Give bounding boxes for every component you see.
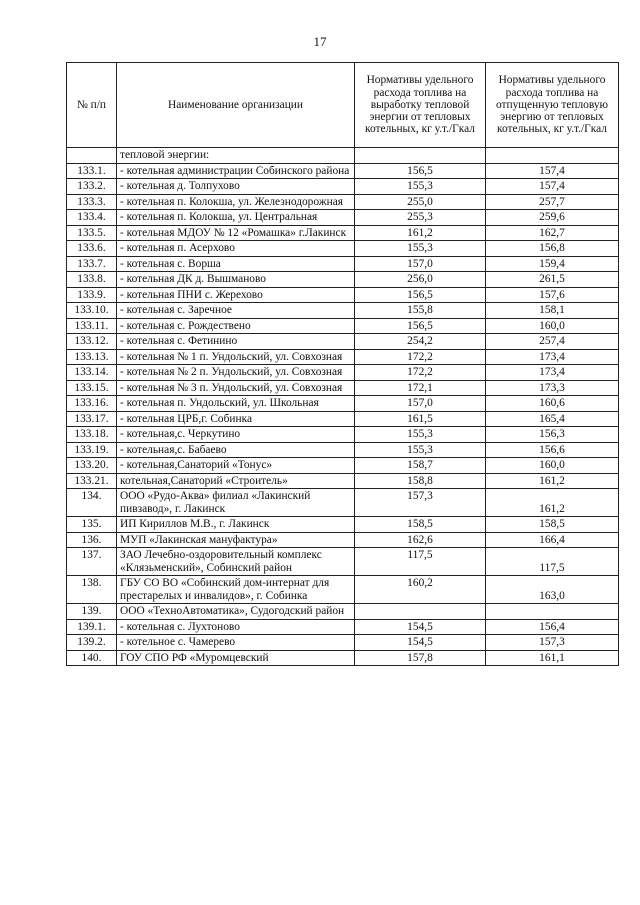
- row-production-norm: 162,6: [355, 532, 486, 548]
- row-organization: - котельная д. Толпухово: [117, 179, 355, 195]
- row-number: 135.: [67, 517, 117, 533]
- row-number: 133.9.: [67, 287, 117, 303]
- table-row: [67, 532, 619, 548]
- table-row: [67, 148, 619, 164]
- table-row: [67, 619, 619, 635]
- table-row: [67, 548, 619, 576]
- row-supply-norm: 173,4: [486, 365, 619, 381]
- row-number: 133.7.: [67, 256, 117, 272]
- row-production-norm: 157,8: [355, 650, 486, 666]
- table-row: [67, 517, 619, 533]
- row-organization: - котельная МДОУ № 12 «Ромашка» г.Лакинск: [117, 225, 355, 241]
- row-organization: - котельная,Санаторий «Тонус»: [117, 458, 355, 474]
- row-supply-norm: 161,2: [486, 473, 619, 489]
- row-supply-norm: 156,3: [486, 427, 619, 443]
- row-production-norm: 161,2: [355, 225, 486, 241]
- row-organization: ООО «Рудо-Аква» филиал «Лакинский пивзавод», г. Лакинск: [117, 489, 355, 517]
- row-production-norm: 156,5: [355, 318, 486, 334]
- row-supply-norm: 157,3: [486, 635, 619, 651]
- row-production-norm: 155,8: [355, 303, 486, 319]
- table-row: [67, 473, 619, 489]
- row-production-norm: 160,2: [355, 576, 486, 604]
- row-production-norm: 155,3: [355, 427, 486, 443]
- row-production-norm: 158,8: [355, 473, 486, 489]
- table-row: [67, 287, 619, 303]
- row-organization: МУП «Лакинская мануфактура»: [117, 532, 355, 548]
- row-production-norm: 161,5: [355, 411, 486, 427]
- row-number: 133.21.: [67, 473, 117, 489]
- row-organization: ГОУ СПО РФ «Муромцевский: [117, 650, 355, 666]
- row-production-norm: 154,5: [355, 635, 486, 651]
- header-name: Наименование организации: [117, 63, 355, 148]
- row-number: 133.12.: [67, 334, 117, 350]
- table-row: [67, 396, 619, 412]
- row-number: 133.1.: [67, 163, 117, 179]
- table-row: [67, 225, 619, 241]
- row-supply-norm: 165,4: [486, 411, 619, 427]
- table-header: [67, 63, 619, 148]
- row-organization: - котельная ЦРБ,г. Собинка: [117, 411, 355, 427]
- header-num: № п/п: [67, 63, 117, 148]
- row-organization: - котельная,с. Бабаево: [117, 442, 355, 458]
- row-supply-norm: 156,4: [486, 619, 619, 635]
- row-supply-norm: 156,8: [486, 241, 619, 257]
- row-number: 133.14.: [67, 365, 117, 381]
- row-number: 133.16.: [67, 396, 117, 412]
- table-row: [67, 163, 619, 179]
- header-production-norm: Нормативы удельного расхода топлива на выработку тепловой энергии от тепловых котельных, кг у.т./Гкал: [355, 63, 486, 148]
- row-production-norm: 255,3: [355, 210, 486, 226]
- row-organization: - котельная № 1 п. Ундольский, ул. Совхозная: [117, 349, 355, 365]
- row-number: 134.: [67, 489, 117, 517]
- table-row: [67, 210, 619, 226]
- row-supply-norm: 160,0: [486, 318, 619, 334]
- row-production-norm: 154,5: [355, 619, 486, 635]
- table-row: [67, 635, 619, 651]
- table-row: [67, 334, 619, 350]
- row-production-norm: 172,2: [355, 349, 486, 365]
- row-production-norm: 156,5: [355, 287, 486, 303]
- row-organization: - котельная с. Лухтоново: [117, 619, 355, 635]
- row-number: 139.1.: [67, 619, 117, 635]
- row-number: 133.13.: [67, 349, 117, 365]
- row-supply-norm: 158,5: [486, 517, 619, 533]
- row-organization: - котельная № 2 п. Ундольский, ул. Совхозная: [117, 365, 355, 381]
- row-number: 133.5.: [67, 225, 117, 241]
- row-supply-norm: [486, 604, 619, 620]
- table-row: [67, 458, 619, 474]
- row-number: 133.10.: [67, 303, 117, 319]
- table-row: [67, 194, 619, 210]
- row-number: 133.4.: [67, 210, 117, 226]
- table-row: [67, 318, 619, 334]
- row-organization: тепловой энергии:: [117, 148, 355, 164]
- row-production-norm: 254,2: [355, 334, 486, 350]
- row-production-norm: 157,0: [355, 396, 486, 412]
- table-row: [67, 604, 619, 620]
- row-supply-norm: 161,2: [486, 489, 619, 517]
- row-number: 133.19.: [67, 442, 117, 458]
- table-row: [67, 179, 619, 195]
- row-supply-norm: 163,0: [486, 576, 619, 604]
- row-supply-norm: 156,6: [486, 442, 619, 458]
- table-row: [67, 650, 619, 666]
- row-organization: - котельная п. Колокша, ул. Железнодорожная: [117, 194, 355, 210]
- row-organization: - котельная с. Фетинино: [117, 334, 355, 350]
- row-number: 133.15.: [67, 380, 117, 396]
- row-supply-norm: 257,4: [486, 334, 619, 350]
- row-organization: - котельная п. Колокша, ул. Центральная: [117, 210, 355, 226]
- row-production-norm: [355, 148, 486, 164]
- row-production-norm: 155,3: [355, 442, 486, 458]
- table-row: [67, 272, 619, 288]
- table-row: [67, 489, 619, 517]
- table-row: [67, 303, 619, 319]
- row-number: 137.: [67, 548, 117, 576]
- row-number: [67, 148, 117, 164]
- row-supply-norm: 157,6: [486, 287, 619, 303]
- row-supply-norm: 157,4: [486, 163, 619, 179]
- table-row: [67, 380, 619, 396]
- row-number: 139.: [67, 604, 117, 620]
- row-number: 133.3.: [67, 194, 117, 210]
- row-supply-norm: 161,1: [486, 650, 619, 666]
- row-number: 133.20.: [67, 458, 117, 474]
- row-production-norm: 117,5: [355, 548, 486, 576]
- table-row: [67, 241, 619, 257]
- row-production-norm: 157,3: [355, 489, 486, 517]
- row-supply-norm: 159,4: [486, 256, 619, 272]
- table-row: [67, 411, 619, 427]
- row-number: 133.2.: [67, 179, 117, 195]
- row-supply-norm: 160,0: [486, 458, 619, 474]
- row-supply-norm: 158,1: [486, 303, 619, 319]
- row-organization: - котельная с. Ворша: [117, 256, 355, 272]
- row-number: 138.: [67, 576, 117, 604]
- row-supply-norm: 259,6: [486, 210, 619, 226]
- row-organization: ЗАО Лечебно-оздоровительный комплекс «Клязьменский», Собинский район: [117, 548, 355, 576]
- row-production-norm: 158,7: [355, 458, 486, 474]
- row-supply-norm: 257,7: [486, 194, 619, 210]
- row-number: 133.6.: [67, 241, 117, 257]
- row-production-norm: 172,1: [355, 380, 486, 396]
- row-supply-norm: 157,4: [486, 179, 619, 195]
- row-production-norm: 155,3: [355, 179, 486, 195]
- table-row: [67, 427, 619, 443]
- header-supply-norm: Нормативы удельного расхода топлива на отпущенную тепловую энергию от тепловых котельных, кг у.т./Гкал: [486, 63, 619, 148]
- row-organization: ГБУ СО ВО «Собинский дом-интернат для престарелых и инвалидов», г. Собинка: [117, 576, 355, 604]
- row-organization: ООО «ТехноАвтоматика», Судогодский район: [117, 604, 355, 620]
- row-supply-norm: 162,7: [486, 225, 619, 241]
- row-number: 133.11.: [67, 318, 117, 334]
- row-production-norm: 156,5: [355, 163, 486, 179]
- row-number: 133.17.: [67, 411, 117, 427]
- row-production-norm: 172,2: [355, 365, 486, 381]
- row-organization: - котельная с. Рождествено: [117, 318, 355, 334]
- row-production-norm: 255,0: [355, 194, 486, 210]
- row-supply-norm: 173,3: [486, 380, 619, 396]
- row-supply-norm: [486, 148, 619, 164]
- row-organization: - котельная,с. Черкутино: [117, 427, 355, 443]
- row-organization: - котельная ПНИ с. Жерехово: [117, 287, 355, 303]
- row-number: 133.8.: [67, 272, 117, 288]
- page-number: 17: [313, 34, 327, 49]
- row-organization: - котельная п. Ундольский, ул. Школьная: [117, 396, 355, 412]
- row-production-norm: 256,0: [355, 272, 486, 288]
- row-organization: - котельная с. Заречное: [117, 303, 355, 319]
- row-supply-norm: 173,4: [486, 349, 619, 365]
- row-number: 133.18.: [67, 427, 117, 443]
- row-organization: ИП Кириллов М.В., г. Лакинск: [117, 517, 355, 533]
- table-row: [67, 349, 619, 365]
- table-row: [67, 256, 619, 272]
- row-organization: - котельная п. Асерхово: [117, 241, 355, 257]
- row-organization: - котельная № 3 п. Ундольский, ул. Совхозная: [117, 380, 355, 396]
- row-number: 139.2.: [67, 635, 117, 651]
- row-number: 136.: [67, 532, 117, 548]
- row-production-norm: [355, 604, 486, 620]
- fuel-norms-table: [66, 62, 619, 666]
- table-row: [67, 576, 619, 604]
- table-row: [67, 442, 619, 458]
- row-supply-norm: 117,5: [486, 548, 619, 576]
- row-production-norm: 155,3: [355, 241, 486, 257]
- row-supply-norm: 160,6: [486, 396, 619, 412]
- table-body: [67, 148, 619, 666]
- row-number: 140.: [67, 650, 117, 666]
- row-supply-norm: 166,4: [486, 532, 619, 548]
- row-organization: - котельная ДК д. Вышманово: [117, 272, 355, 288]
- row-production-norm: 157,0: [355, 256, 486, 272]
- row-production-norm: 158,5: [355, 517, 486, 533]
- row-organization: - котельная администрации Собинского района: [117, 163, 355, 179]
- row-organization: котельная,Санаторий «Строитель»: [117, 473, 355, 489]
- row-supply-norm: 261,5: [486, 272, 619, 288]
- table-row: [67, 365, 619, 381]
- header-row: [67, 63, 619, 148]
- row-organization: - котельное с. Чамерево: [117, 635, 355, 651]
